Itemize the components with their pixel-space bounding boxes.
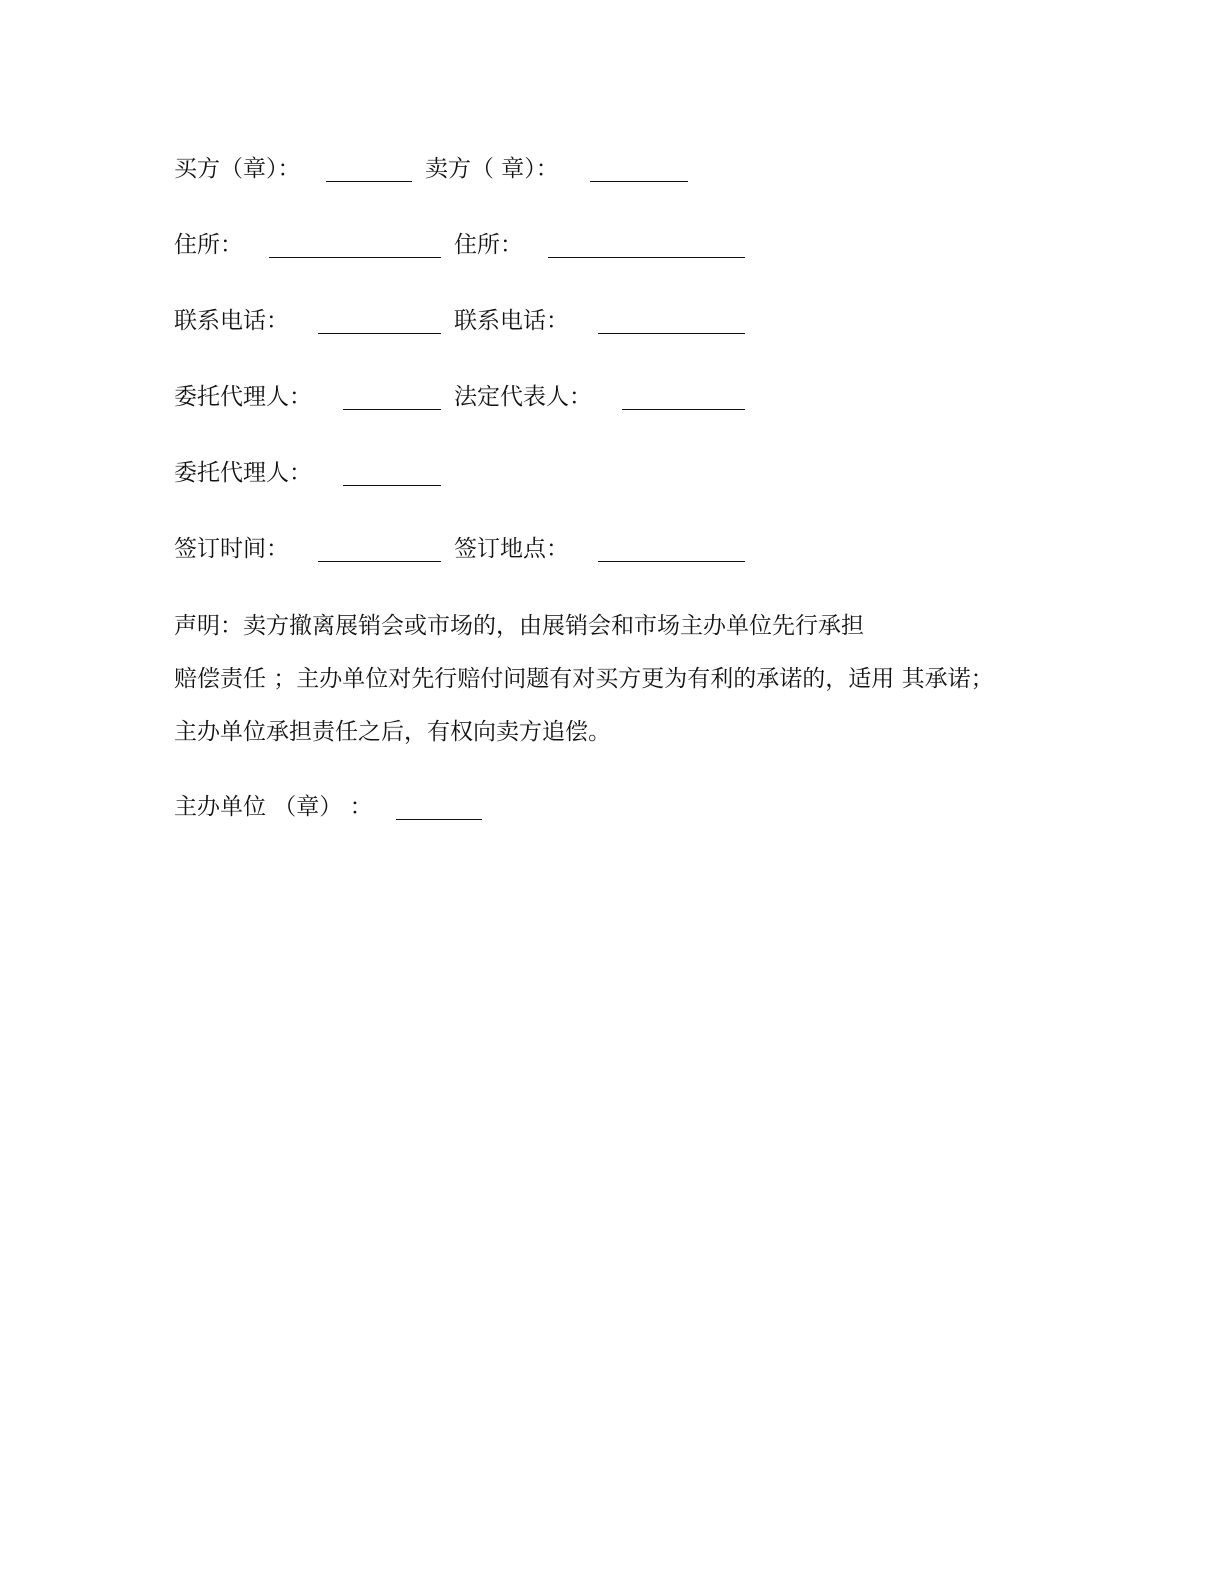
seller-phone-blank[interactable]	[598, 333, 745, 334]
seller-seal-label: 卖方（ 章）：	[425, 156, 559, 182]
buyer-address-label: 住所：	[174, 232, 243, 258]
signature-row-agent-representative	[0, 382, 1230, 422]
signature-row-phone	[0, 306, 1230, 346]
buyer-address-blank[interactable]	[269, 257, 441, 258]
signing-date-label: 签订时间：	[174, 536, 289, 562]
seller-address-label: 住所：	[454, 232, 523, 258]
organizer-seal-blank[interactable]	[396, 819, 482, 820]
seller-phone-label: 联系电话：	[454, 308, 569, 334]
signing-place-label: 签订地点：	[454, 536, 569, 562]
buyer-phone-blank[interactable]	[318, 333, 441, 334]
buyer-seal-label: 买方（章）：	[174, 156, 301, 182]
legal-representative-blank[interactable]	[622, 409, 745, 410]
statement-line-1: 声明：卖方撤离展销会或市场的，由展销会和市场主办单位先行承担	[174, 613, 864, 639]
buyer-phone-label: 联系电话：	[174, 308, 289, 334]
seller-address-blank[interactable]	[548, 257, 745, 258]
seller-seal-blank[interactable]	[590, 181, 688, 182]
buyer-agent-blank[interactable]	[343, 409, 441, 410]
organizer-seal-row	[0, 792, 1230, 832]
statement-line-2: 赔偿责任 ；主办单位对先行赔付问题有对买方更为有利的承诺的，适用 其承诺；	[174, 666, 994, 692]
signature-row-buyer-seller	[0, 154, 1230, 194]
signing-date-blank[interactable]	[318, 561, 441, 562]
seller-agent-label: 委托代理人：	[174, 460, 312, 486]
signing-place-blank[interactable]	[598, 561, 745, 562]
signature-row-date-place	[0, 534, 1230, 574]
statement-line-3: 主办单位承担责任之后，有权向卖方追偿。	[174, 719, 611, 745]
legal-representative-label: 法定代表人：	[454, 384, 592, 410]
buyer-seal-blank[interactable]	[326, 181, 412, 182]
signature-row-seller-agent	[0, 458, 1230, 498]
seller-agent-blank[interactable]	[343, 485, 441, 486]
organizer-seal-label: 主办单位 （章） ：	[174, 794, 373, 820]
signature-row-address	[0, 230, 1230, 270]
buyer-agent-label: 委托代理人：	[174, 384, 312, 410]
